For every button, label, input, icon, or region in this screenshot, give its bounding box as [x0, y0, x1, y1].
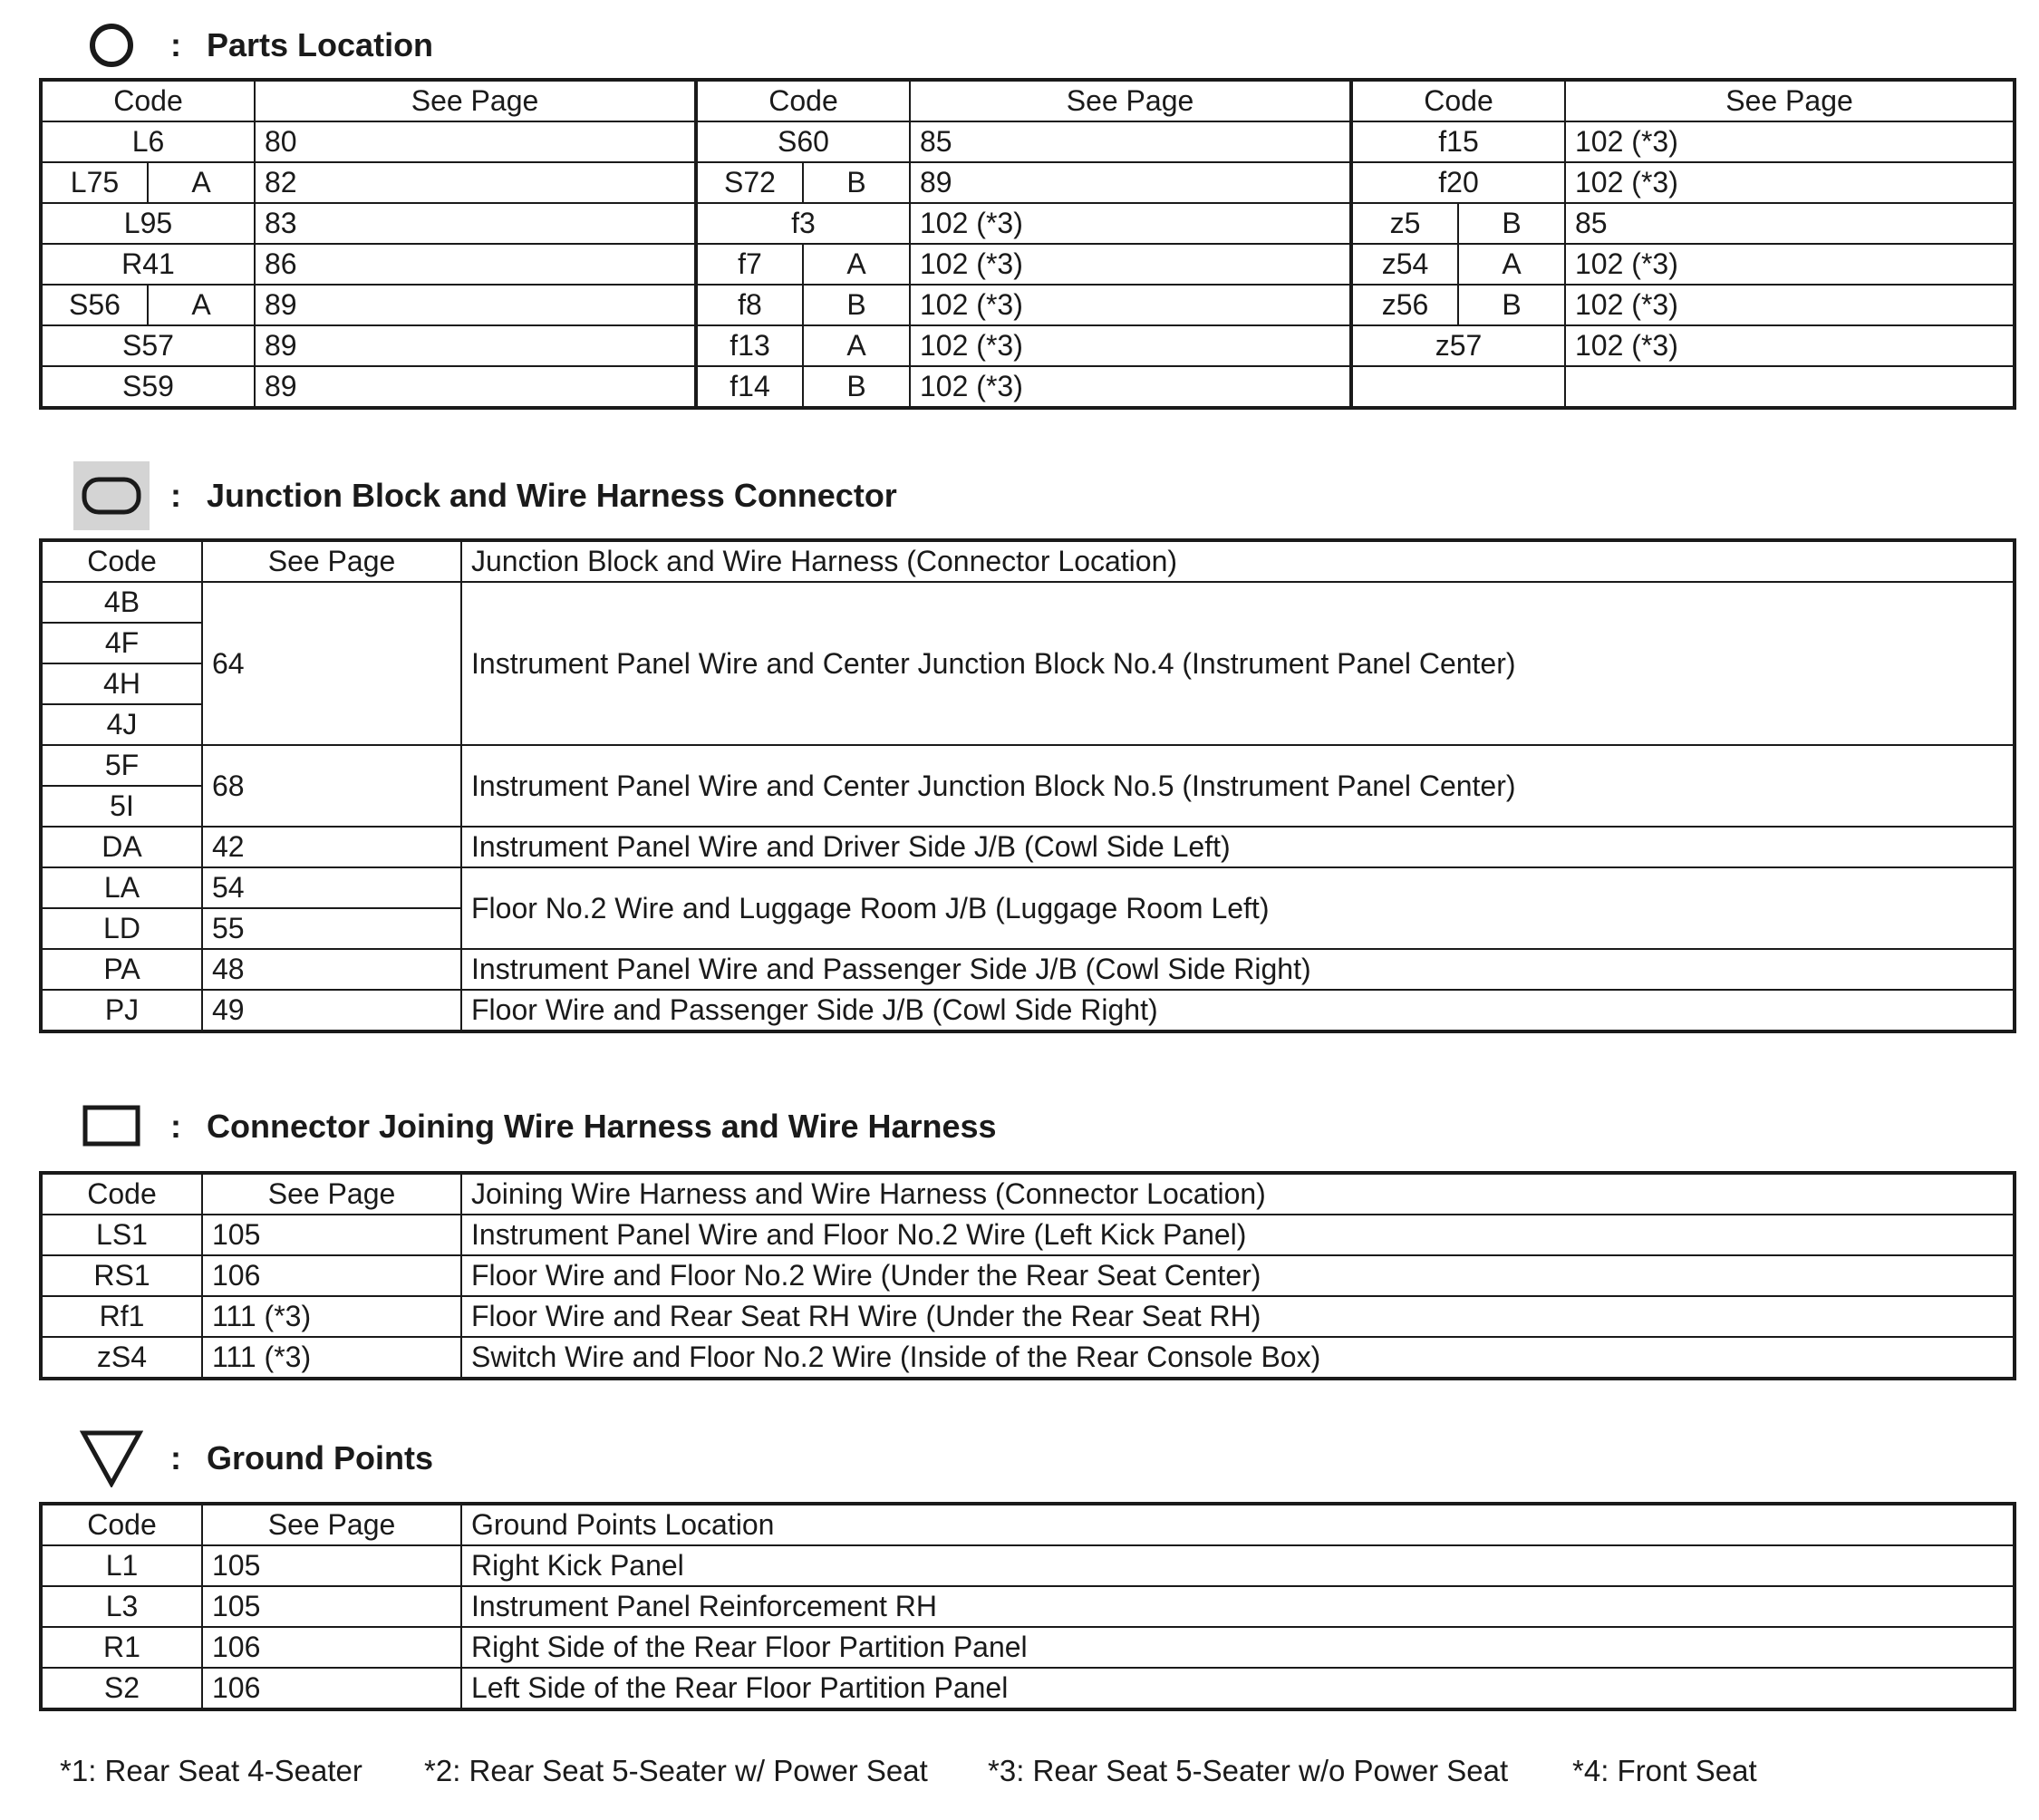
variant-cell: B — [1458, 285, 1565, 325]
code-cell: f8 — [696, 285, 803, 325]
code-header: Code — [696, 80, 910, 121]
code-cell: 4B — [41, 582, 202, 623]
table-row — [41, 366, 2015, 408]
table-header-row — [41, 540, 2015, 582]
page-cell: 89 — [255, 325, 696, 366]
page-cell: 89 — [255, 285, 696, 325]
page-cell: 82 — [255, 162, 696, 203]
page-cell: 48 — [202, 949, 461, 990]
page-cell: 86 — [255, 244, 696, 285]
colon: : — [170, 26, 181, 63]
code-cell: L75 — [41, 162, 148, 203]
variant-cell: B — [803, 366, 910, 408]
location-header: Junction Block and Wire Harness (Connector Location) — [461, 540, 2015, 582]
page-cell: 85 — [910, 121, 1351, 162]
code-cell: z5 — [1351, 203, 1458, 244]
location-cell: Floor Wire and Rear Seat RH Wire (Under the Rear Seat RH) — [461, 1296, 2015, 1337]
location-cell: Instrument Panel Wire and Passenger Side J/B (Cowl Side Right) — [461, 949, 2015, 990]
code-cell: 4J — [41, 704, 202, 745]
section-title: Parts Location — [207, 26, 434, 63]
triangle-icon — [71, 1422, 152, 1495]
table-row — [41, 1545, 2015, 1586]
table-row — [41, 582, 2015, 623]
joining-connector-header — [71, 1090, 997, 1163]
location-cell: Right Side of the Rear Floor Partition Panel — [461, 1627, 2015, 1668]
variant-cell: A — [148, 285, 255, 325]
code-cell: R1 — [41, 1627, 202, 1668]
page-cell: 102 (*3) — [910, 203, 1351, 244]
table-row — [41, 1668, 2015, 1709]
page-cell: 102 (*3) — [1565, 325, 2015, 366]
junction-block-table — [39, 538, 2016, 1033]
page-cell: 111 (*3) — [202, 1296, 461, 1337]
page-cell: 106 — [202, 1255, 461, 1296]
table-row — [41, 990, 2015, 1031]
table-row — [41, 1296, 2015, 1337]
page-cell: 64 — [202, 582, 461, 745]
code-cell: S2 — [41, 1668, 202, 1709]
page-cell: 102 (*3) — [910, 366, 1351, 408]
location-cell: Instrument Panel Reinforcement RH — [461, 1586, 2015, 1627]
location-cell: Left Side of the Rear Floor Partition Panel — [461, 1668, 2015, 1709]
section-title: Junction Block and Wire Harness Connector — [207, 477, 897, 514]
code-cell: L6 — [41, 121, 255, 162]
page-cell: 89 — [255, 366, 696, 408]
square-icon — [71, 1090, 152, 1163]
parts-location-table — [39, 78, 2016, 410]
page-cell: 111 (*3) — [202, 1337, 461, 1379]
code-cell: L1 — [41, 1545, 202, 1586]
variant-cell: A — [1458, 244, 1565, 285]
code-cell: f14 — [696, 366, 803, 408]
code-cell: f3 — [696, 203, 910, 244]
location-header: Ground Points Location — [461, 1504, 2015, 1545]
code-cell: DA — [41, 827, 202, 867]
page-header: See Page — [1565, 80, 2015, 121]
colon: : — [170, 1108, 181, 1145]
code-cell: f15 — [1351, 121, 1565, 162]
code-cell: 5F — [41, 745, 202, 786]
code-cell: 5I — [41, 786, 202, 827]
code-cell: R41 — [41, 244, 255, 285]
table-row — [41, 244, 2015, 285]
table-row — [41, 949, 2015, 990]
location-cell: Switch Wire and Floor No.2 Wire (Inside of the Rear Console Box) — [461, 1337, 2015, 1379]
table-row — [41, 867, 2015, 908]
table-row — [41, 1586, 2015, 1627]
code-cell: PJ — [41, 990, 202, 1031]
page-cell: 49 — [202, 990, 461, 1031]
colon: : — [170, 1439, 181, 1476]
page-cell: 83 — [255, 203, 696, 244]
table-header-row — [41, 1173, 2015, 1215]
code-cell: S72 — [696, 162, 803, 203]
location-cell: Instrument Panel Wire and Center Junction Block No.4 (Instrument Panel Center) — [461, 582, 2015, 745]
ground-points-header — [71, 1422, 433, 1495]
table-row — [41, 203, 2015, 244]
code-cell: S56 — [41, 285, 148, 325]
table-row — [41, 1215, 2015, 1255]
table-header-row — [41, 1504, 2015, 1545]
page-cell: 80 — [255, 121, 696, 162]
page-cell: 102 (*3) — [1565, 285, 2015, 325]
table-row — [41, 1337, 2015, 1379]
page-cell: 102 (*3) — [910, 325, 1351, 366]
page-cell: 106 — [202, 1668, 461, 1709]
code-cell: LA — [41, 867, 202, 908]
table-row — [41, 1255, 2015, 1296]
code-cell: z54 — [1351, 244, 1458, 285]
location-cell: Instrument Panel Wire and Floor No.2 Wire (Left Kick Panel) — [461, 1215, 2015, 1255]
table-header-row — [41, 80, 2015, 121]
code-cell — [1351, 366, 1565, 408]
page-cell: 102 (*3) — [1565, 121, 2015, 162]
page-cell: 42 — [202, 827, 461, 867]
variant-cell: A — [148, 162, 255, 203]
section-title: Ground Points — [207, 1439, 433, 1476]
location-cell: Instrument Panel Wire and Driver Side J/B (Cowl Side Left) — [461, 827, 2015, 867]
rounded-rect-icon — [71, 460, 152, 532]
page-cell: 54 — [202, 867, 461, 908]
page-header: See Page — [202, 1504, 461, 1545]
table-row — [41, 162, 2015, 203]
circle-icon — [71, 9, 152, 82]
table-row — [41, 745, 2015, 786]
code-cell: f20 — [1351, 162, 1565, 203]
page-header: See Page — [910, 80, 1351, 121]
code-cell: S57 — [41, 325, 255, 366]
parts-location-header — [71, 9, 433, 82]
location-cell: Floor Wire and Passenger Side J/B (Cowl Side Right) — [461, 990, 2015, 1031]
page-cell: 102 (*3) — [1565, 244, 2015, 285]
code-cell: PA — [41, 949, 202, 990]
footnote-3: *3: Rear Seat 5-Seater w/o Power Seat — [988, 1754, 1509, 1787]
footnote-1: *1: Rear Seat 4-Seater — [60, 1754, 362, 1787]
section-title: Connector Joining Wire Harness and Wire Harness — [207, 1108, 997, 1145]
variant-cell: B — [803, 285, 910, 325]
code-cell: z56 — [1351, 285, 1458, 325]
page-cell: 102 (*3) — [1565, 162, 2015, 203]
page-cell: 55 — [202, 908, 461, 949]
joining-connector-table — [39, 1171, 2016, 1380]
code-cell: L3 — [41, 1586, 202, 1627]
table-row — [41, 827, 2015, 867]
colon: : — [170, 477, 181, 514]
code-header: Code — [1351, 80, 1565, 121]
page-cell: 89 — [910, 162, 1351, 203]
code-cell: S60 — [696, 121, 910, 162]
table-row — [41, 285, 2015, 325]
page-cell: 68 — [202, 745, 461, 827]
code-cell: 4H — [41, 663, 202, 704]
location-cell: Right Kick Panel — [461, 1545, 2015, 1586]
code-cell: L95 — [41, 203, 255, 244]
page-header: See Page — [255, 80, 696, 121]
code-cell: S59 — [41, 366, 255, 408]
variant-cell: A — [803, 244, 910, 285]
location-cell: Floor No.2 Wire and Luggage Room J/B (Luggage Room Left) — [461, 867, 2015, 949]
code-cell: Rf1 — [41, 1296, 202, 1337]
code-cell: zS4 — [41, 1337, 202, 1379]
page-header: See Page — [202, 1173, 461, 1215]
page-header: See Page — [202, 540, 461, 582]
page-cell: 102 (*3) — [910, 244, 1351, 285]
ground-points-table — [39, 1502, 2016, 1711]
variant-cell: B — [803, 162, 910, 203]
variant-cell: A — [803, 325, 910, 366]
footnote-4: *4: Front Seat — [1572, 1754, 1757, 1787]
location-header: Joining Wire Harness and Wire Harness (Connector Location) — [461, 1173, 2015, 1215]
code-cell: LS1 — [41, 1215, 202, 1255]
page-cell: 85 — [1565, 203, 2015, 244]
code-cell: f13 — [696, 325, 803, 366]
page-cell: 106 — [202, 1627, 461, 1668]
code-cell: RS1 — [41, 1255, 202, 1296]
footnote-2: *2: Rear Seat 5-Seater w/ Power Seat — [424, 1754, 928, 1787]
code-cell: f7 — [696, 244, 803, 285]
code-cell: z57 — [1351, 325, 1565, 366]
code-header: Code — [41, 1504, 202, 1545]
page-cell — [1565, 366, 2015, 408]
location-cell: Instrument Panel Wire and Center Junction Block No.5 (Instrument Panel Center) — [461, 745, 2015, 827]
variant-cell: B — [1458, 203, 1565, 244]
table-row — [41, 121, 2015, 162]
table-row — [41, 325, 2015, 366]
location-cell: Floor Wire and Floor No.2 Wire (Under the Rear Seat Center) — [461, 1255, 2015, 1296]
page-cell: 105 — [202, 1545, 461, 1586]
code-header: Code — [41, 1173, 202, 1215]
junction-block-header — [71, 460, 897, 532]
page-cell: 105 — [202, 1215, 461, 1255]
code-cell: LD — [41, 908, 202, 949]
code-header: Code — [41, 80, 255, 121]
page-cell: 102 (*3) — [910, 285, 1351, 325]
page-cell: 105 — [202, 1586, 461, 1627]
table-row — [41, 1627, 2015, 1668]
code-header: Code — [41, 540, 202, 582]
code-cell: 4F — [41, 623, 202, 663]
